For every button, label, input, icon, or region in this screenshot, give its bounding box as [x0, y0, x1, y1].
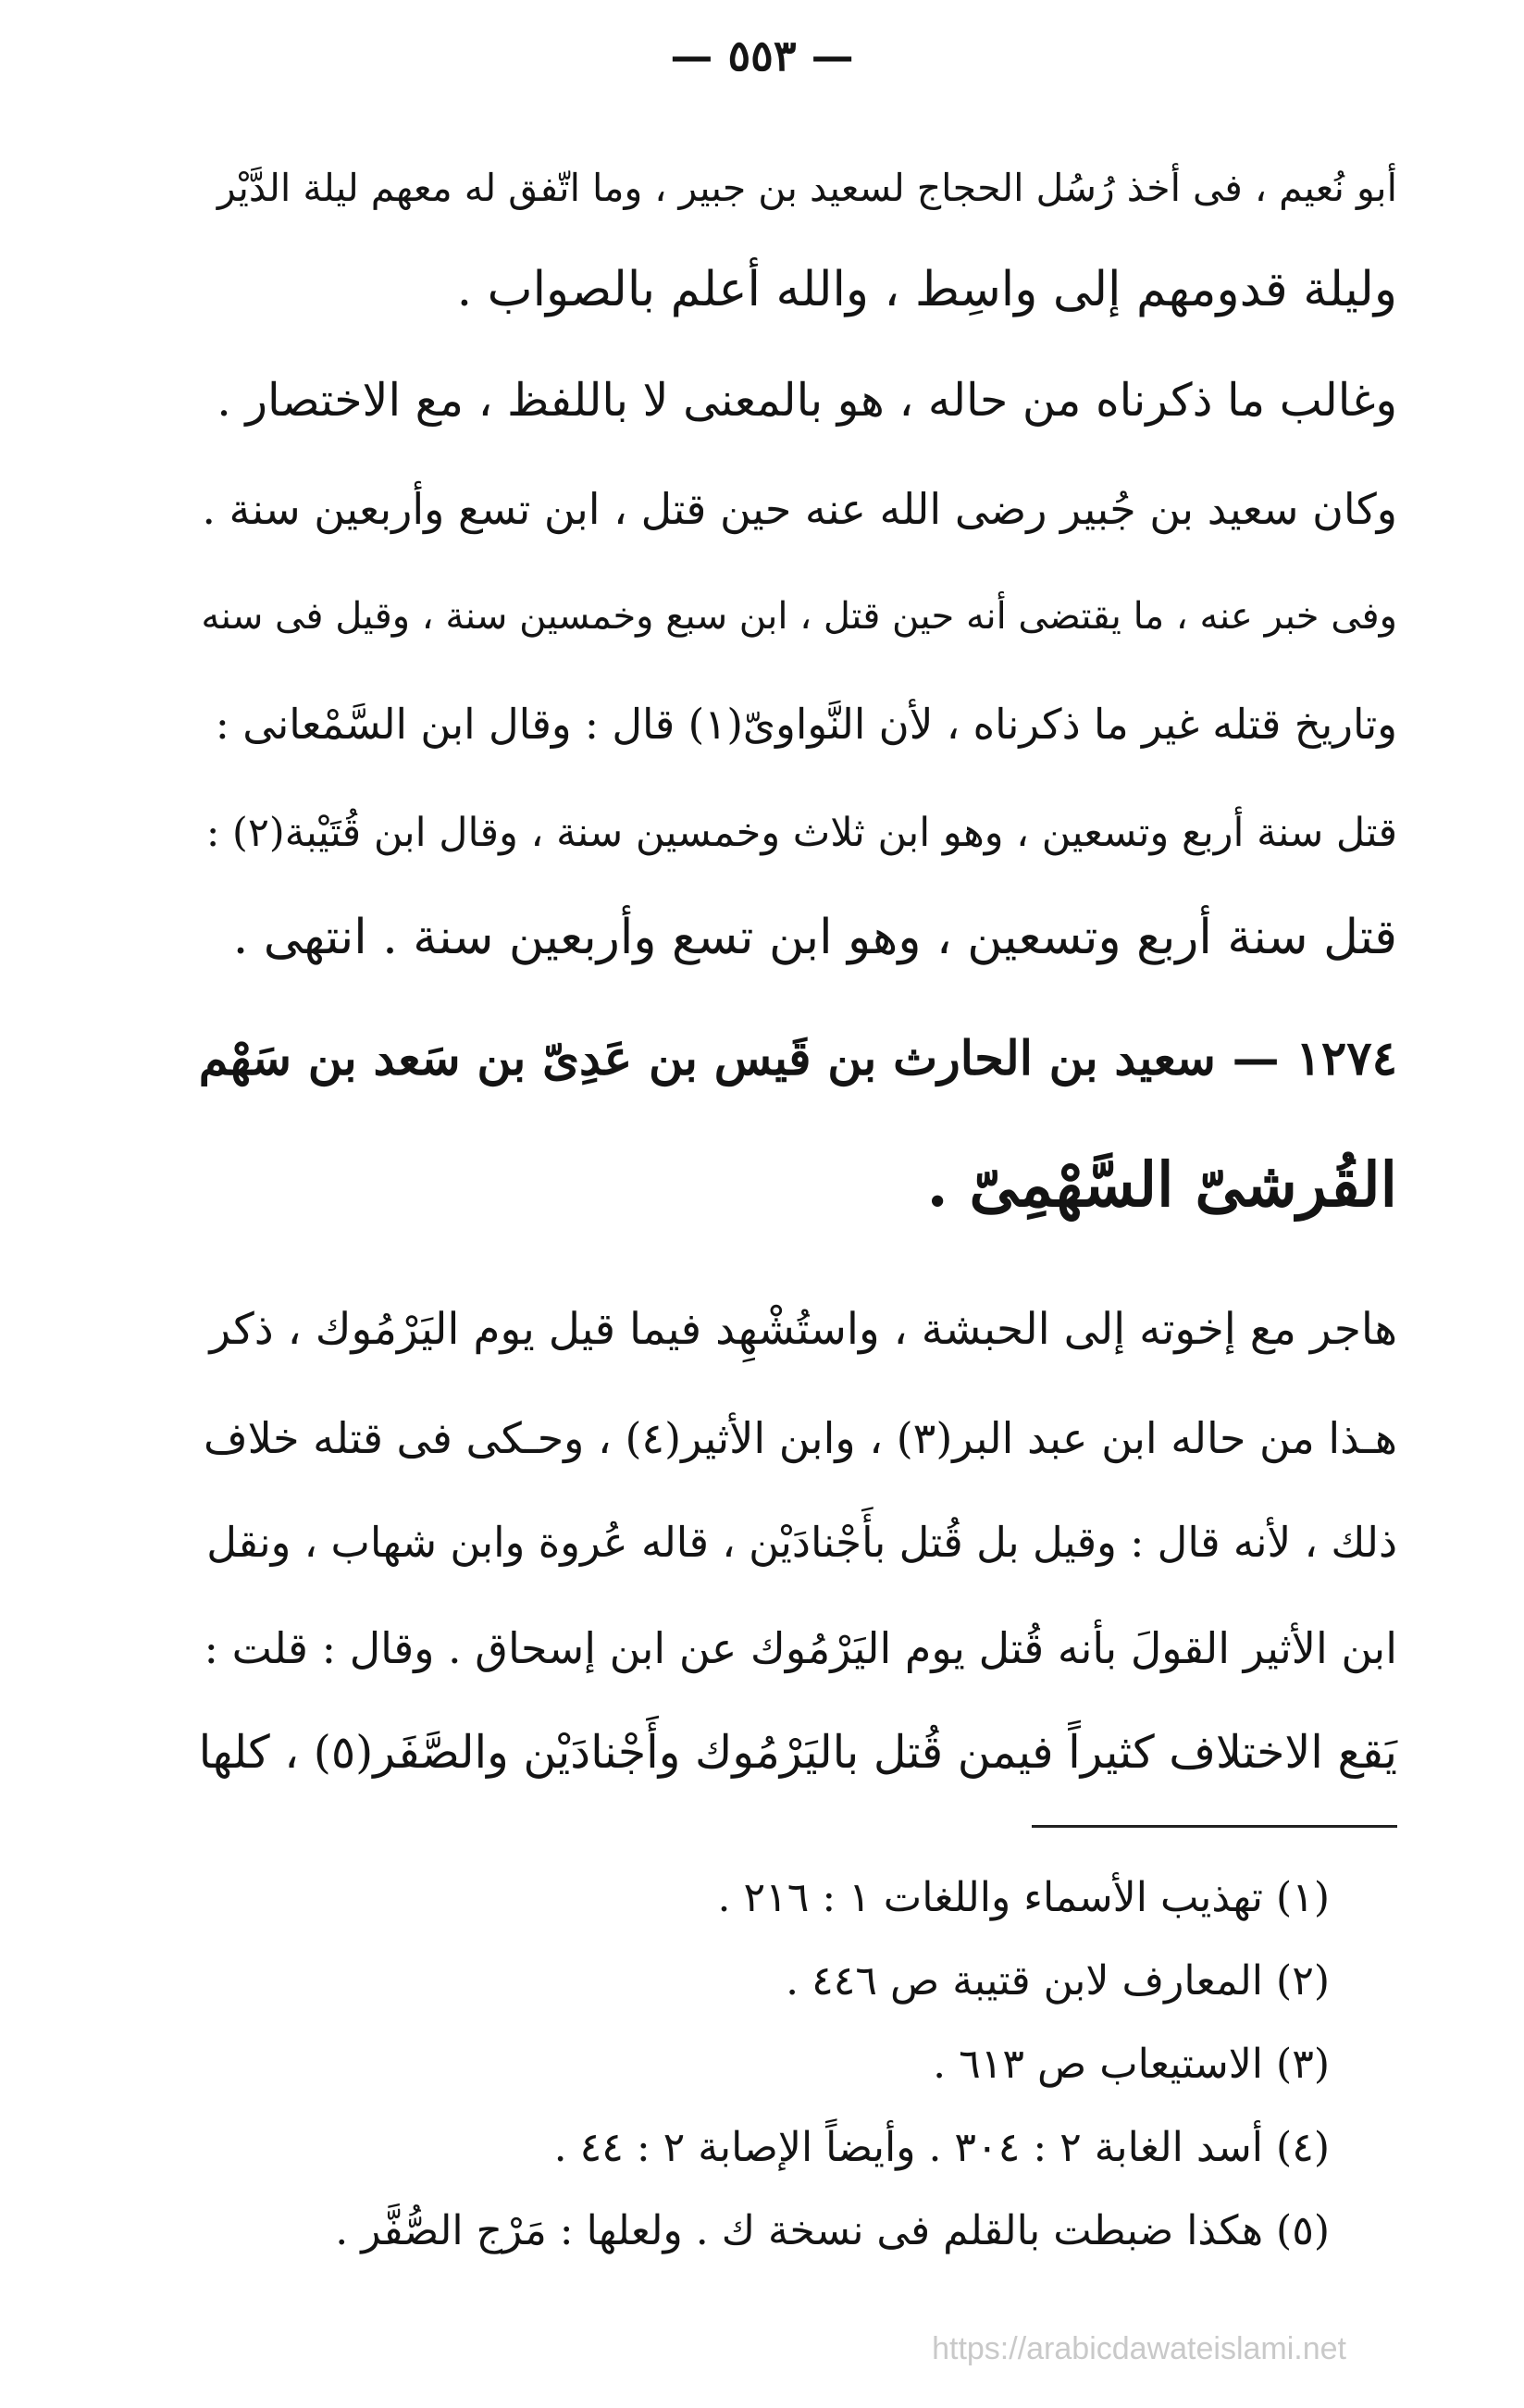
- page-number: — ٥٥٣ —: [670, 31, 854, 81]
- entry-heading-line2: القُرشىّ السَّهْمِىّ .: [926, 1148, 1397, 1221]
- paragraph-line: وفى خبر عنه ، ما يقتضى أنه حين قتل ، ابن سبع وخمسين سنة ، وقيل فى سنه: [201, 595, 1397, 638]
- entry-body-line: ذلك ، لأنه قال : وقيل بل قُتل بأَجْنادَيْن ، قاله عُروة وابن شهاب ، ونقل: [206, 1518, 1397, 1567]
- paragraph-line: أبو نُعيم ، فى أخذ رُسُل الحجاج لسعيد بن جبير ، وما اتّفق له معهم ليلة الدَّيْر: [217, 166, 1397, 210]
- entry-body-line: هـذا من حاله ابن عبد البر(٣) ، وابن الأثير(٤) ، وحـكى فى قتله خلاف: [203, 1413, 1397, 1463]
- entry-body-line: يَقع الاختلاف كثيراً فيمن قُتل باليَرْمُوك وأَجْنادَيْن والصَّفَر(٥) ، كلها: [198, 1726, 1397, 1779]
- paragraph-line: وتاريخ قتله غير ما ذكرناه ، لأن النَّواوىّ(١) قال : وقال ابن السَّمْعانى :: [215, 700, 1397, 749]
- entry-body-line: هاجر مع إخوته إلى الحبشة ، واستُشْهِد فيما قيل يوم اليَرْمُوك ، ذكر: [209, 1304, 1397, 1355]
- entry-heading-line1: ١٢٧٤ — سعيد بن الحارث بن قَيس بن عَدِىّ بن سَعد بن سَهْم: [198, 1031, 1397, 1086]
- paragraph-line: وكان سعيد بن جُبير رضى الله عنه حين قتل ، ابن تسع وأربعين سنة .: [202, 484, 1397, 534]
- paragraph-line: وغالب ما ذكرناه من حاله ، هو بالمعنى لا باللفظ ، مع الاختصار .: [217, 374, 1397, 427]
- footnote-2: (٢) المعارف لابن قتيبة ص ٤٤٦ .: [786, 1957, 1330, 2005]
- entry-body-line: ابن الأثير القولَ بأنه قُتل يوم اليَرْمُوك عن ابن إسحاق . وقال : قلت :: [204, 1623, 1397, 1673]
- footnote-1: (١) تهذيب الأسماء واللغات ١ : ٢١٦ .: [717, 1874, 1330, 1921]
- footnote-4: (٤) أسد الغابة ٢ : ٣٠٤ . وأيضاً الإصابة ٢ : ٤٤ .: [553, 2124, 1330, 2171]
- paragraph-line: قتل سنة أربع وتسعين ، وهو ابن ثلاث وخمسين سنة ، وقال ابن قُتَيْبة(٢) :: [205, 810, 1397, 856]
- footnote-divider: [1032, 1825, 1397, 1828]
- paragraph-line: قتل سنة أربع وتسعين ، وهو ابن تسع وأربعين سنة . انتهى .: [232, 910, 1397, 965]
- footnote-3: (٣) الاستيعاب ص ٦١٣ .: [933, 2041, 1330, 2088]
- footnote-5: (٥) هكذا ضبطت بالقلم فى نسخة ك . ولعلها : مَرْج الصُّفَّر .: [335, 2207, 1330, 2254]
- watermark-url: https://arabicdawateislami.net: [932, 2331, 1346, 2366]
- paragraph-line: وليلة قدومهم إلى واسِط ، والله أعلم بالصواب .: [456, 262, 1397, 317]
